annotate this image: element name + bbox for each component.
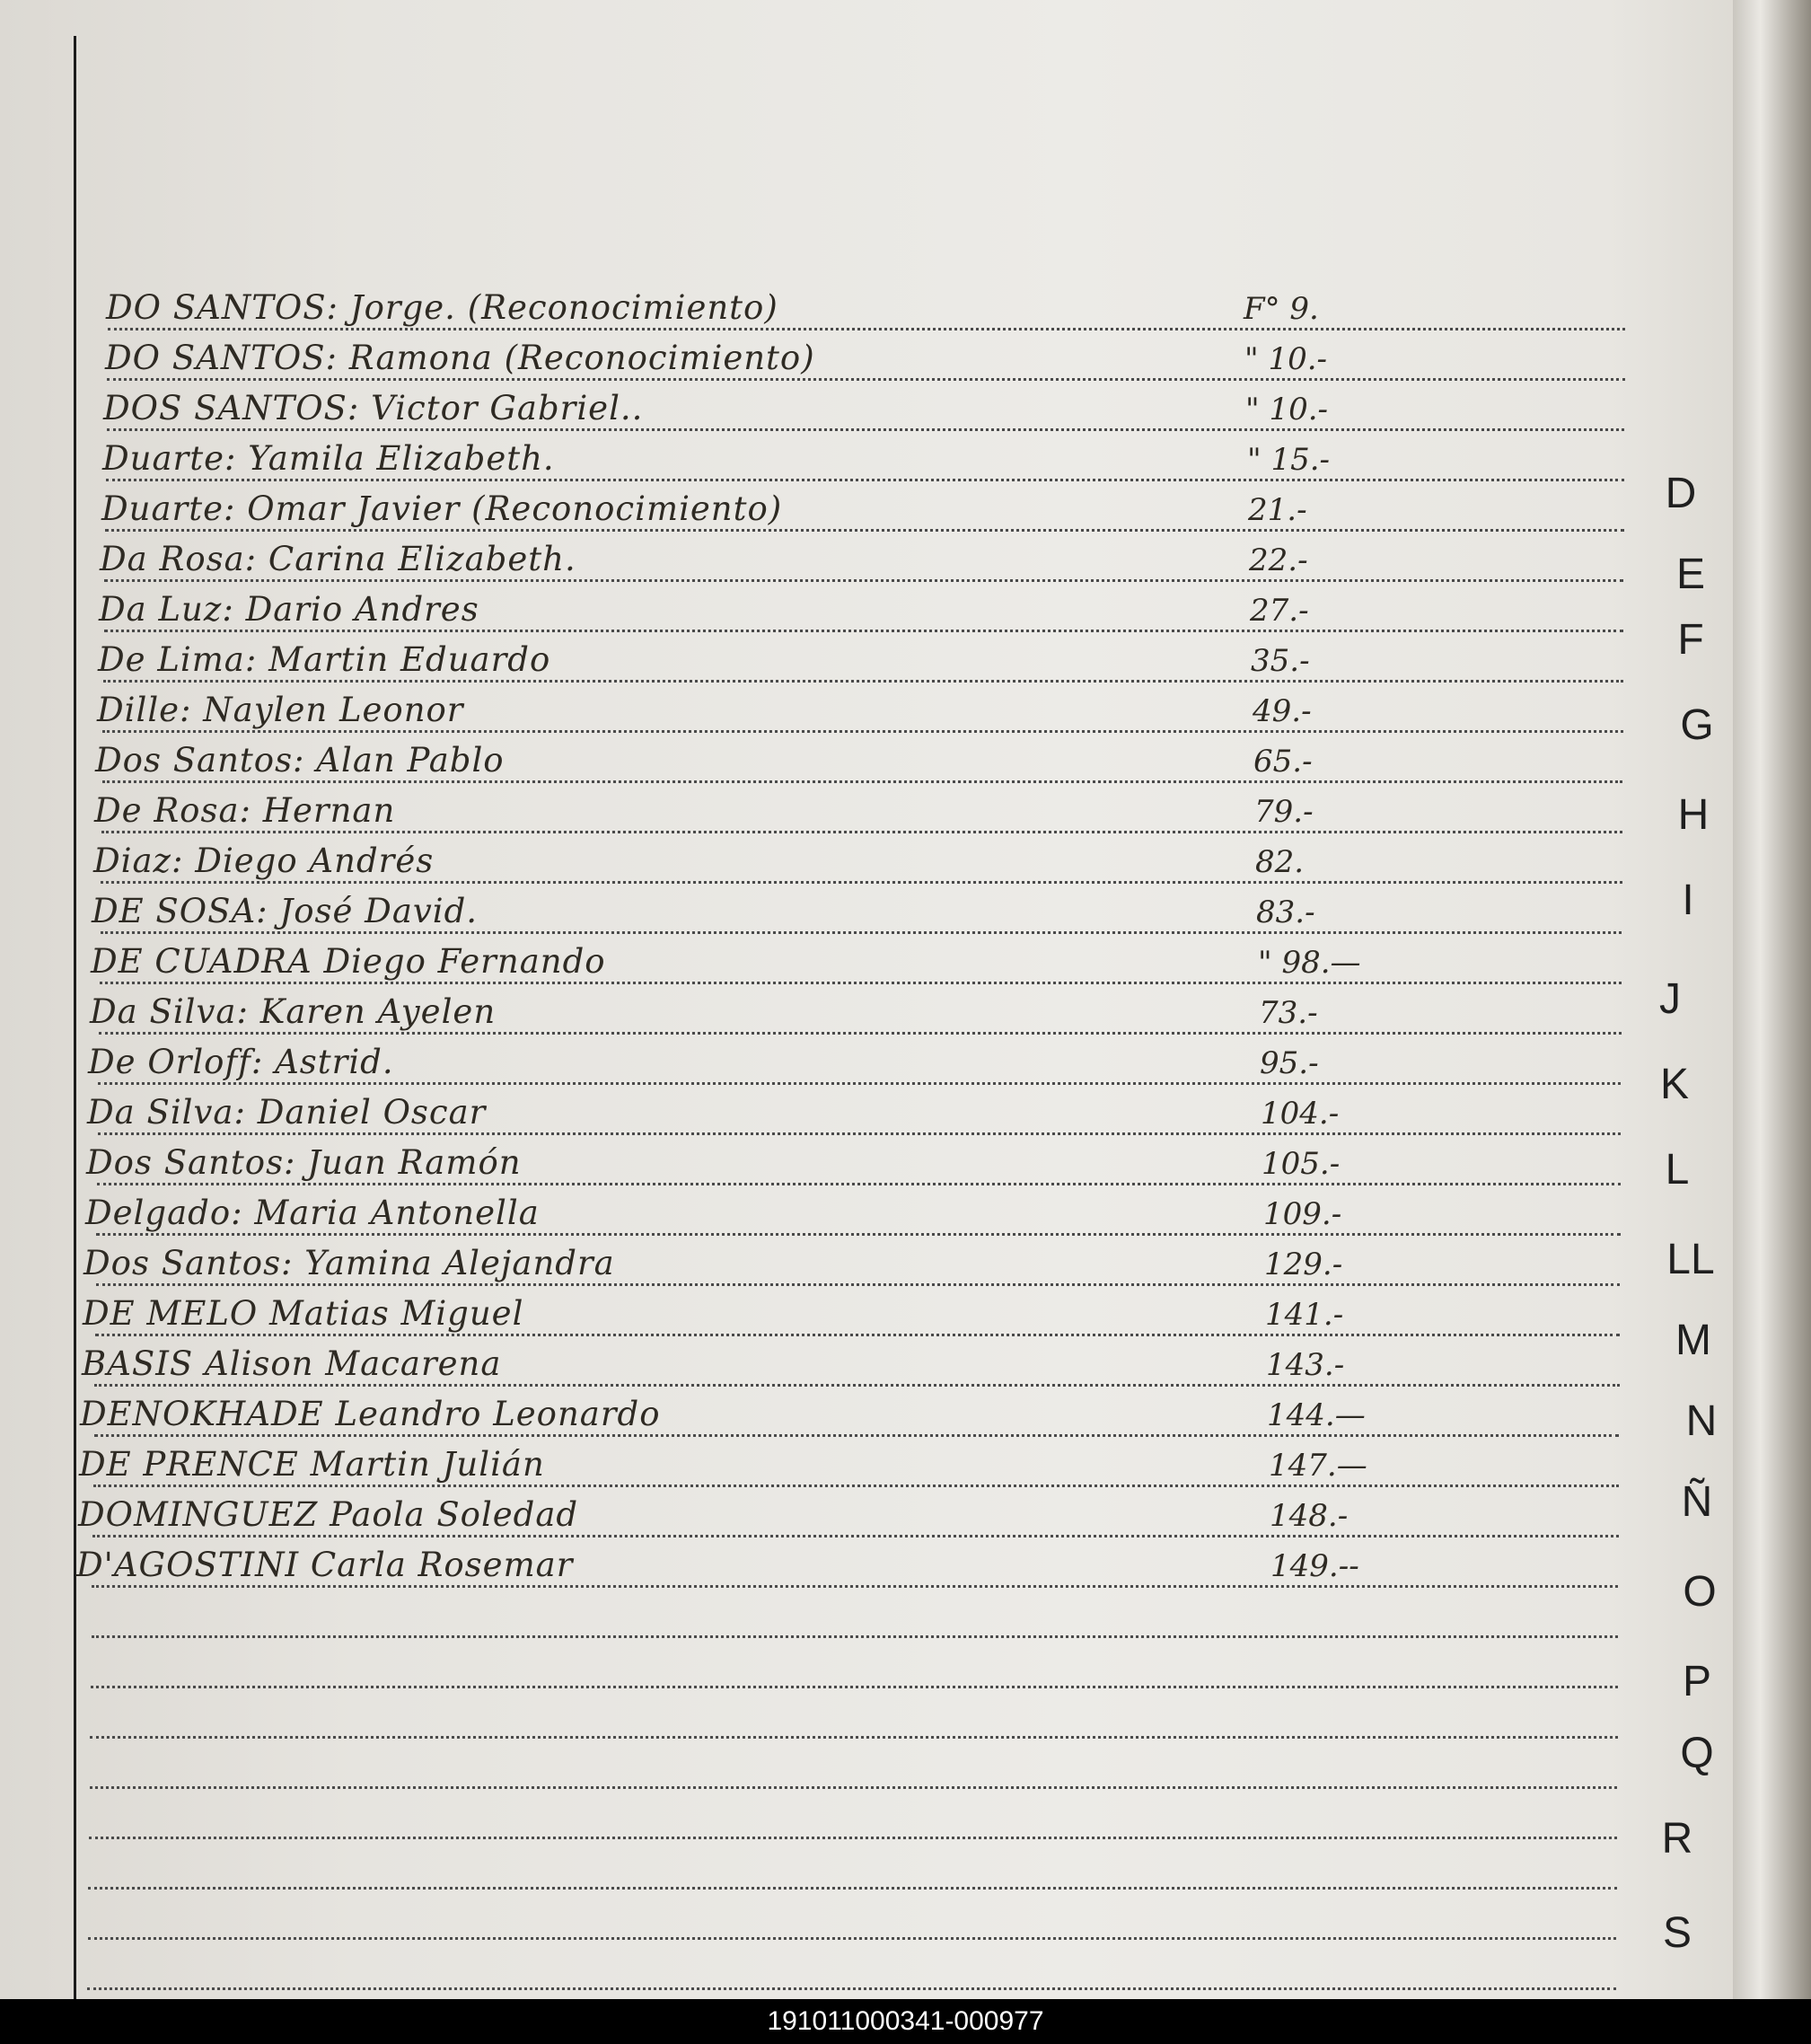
entry-name: DO SANTOS: Jorge. (Reconocimiento) [106, 288, 778, 327]
entry-folio: 35.- [1251, 643, 1310, 679]
entry-name: De Rosa: Hernan [94, 791, 396, 830]
index-tab-letter[interactable]: O [1683, 1568, 1717, 1616]
index-tab-letter[interactable]: F [1677, 616, 1704, 664]
entry-name: Da Rosa: Carina Elizabeth. [100, 540, 576, 578]
ledger-row [0, 733, 1643, 783]
entry-folio: 22.- [1249, 542, 1308, 578]
ledger-row [0, 1387, 1643, 1437]
index-tab-letter[interactable]: K [1659, 1061, 1689, 1108]
ledger-row [0, 1638, 1643, 1688]
ledger-row [0, 1487, 1643, 1537]
ledger-row [0, 1135, 1643, 1185]
ledger-row [0, 1085, 1643, 1135]
ledger-row [0, 1739, 1643, 1789]
entry-name: DE CUADRA Diego Fernando [91, 942, 606, 981]
entry-name: Da Luz: Dario Andres [99, 590, 479, 629]
ledger-row [0, 1236, 1643, 1286]
entry-name: DENOKHADE Leandro Leonardo [80, 1395, 661, 1433]
entry-folio: 129.- [1264, 1247, 1343, 1282]
entry-folio: " 98.— [1258, 945, 1361, 981]
entry-folio: 95.- [1260, 1045, 1319, 1081]
entry-name: Duarte: Omar Javier (Reconocimiento) [101, 489, 783, 528]
index-tab-letter[interactable]: LL [1666, 1236, 1715, 1283]
entry-folio: 82. [1255, 844, 1305, 880]
ledger-row [0, 431, 1643, 481]
ledger-row [0, 381, 1643, 431]
entry-folio: 79.- [1254, 794, 1314, 830]
entry-folio: 141.- [1265, 1297, 1344, 1333]
entry-folio: F° 9. [1244, 291, 1319, 327]
index-tab-letter[interactable]: N [1685, 1397, 1718, 1445]
entry-name: DO SANTOS: Ramona (Reconocimiento) [105, 339, 815, 377]
entry-name: Duarte: Yamila Elizabeth. [102, 439, 555, 478]
entry-name: DE SOSA: José David. [92, 892, 479, 930]
entry-name: Dos Santos: Juan Ramón [86, 1143, 522, 1182]
entry-name: DE MELO Matias Miguel [83, 1294, 524, 1333]
entry-folio: 83.- [1256, 894, 1315, 930]
entry-folio: " 10.- [1245, 392, 1329, 427]
entry-folio: 65.- [1253, 744, 1313, 780]
entry-name: Dos Santos: Yamina Alejandra [84, 1244, 615, 1282]
ledger-row [0, 934, 1643, 984]
index-tab-letter[interactable]: Ñ [1681, 1478, 1713, 1526]
ledger-row [0, 833, 1643, 884]
index-tab-letter[interactable]: J [1659, 975, 1681, 1023]
ledger-row [0, 1537, 1643, 1588]
entry-folio: 143.- [1266, 1347, 1345, 1383]
index-tab-letter[interactable]: E [1675, 551, 1705, 598]
entry-folio: 147.— [1269, 1448, 1367, 1484]
entry-name: De Lima: Martin Eduardo [98, 640, 551, 679]
entry-name: Delgado: Maria Antonella [85, 1194, 540, 1232]
dotted-rule [87, 1987, 1616, 1990]
entry-folio: 109.- [1263, 1196, 1342, 1232]
ledger-row [0, 984, 1643, 1035]
index-tab-letter[interactable]: P [1682, 1658, 1711, 1705]
entry-name: DE PRENCE Martin Julián [79, 1445, 545, 1484]
index-tab-letter[interactable]: L [1665, 1146, 1690, 1194]
ledger-row [0, 481, 1643, 532]
index-tab-letter[interactable]: R [1661, 1815, 1693, 1863]
ledger-row [0, 1890, 1643, 1940]
ledger-row [0, 783, 1643, 833]
index-tab-letter[interactable]: G [1680, 701, 1714, 749]
ledger-row [0, 582, 1643, 632]
entry-name: DOMINGUEZ Paola Soledad [78, 1495, 579, 1534]
ledger-row [0, 1588, 1643, 1638]
index-tab-letter[interactable]: H [1677, 791, 1710, 839]
ledger-row [0, 1688, 1643, 1739]
entry-name: BASIS Alison Macarena [82, 1344, 502, 1383]
entry-folio: 27.- [1250, 593, 1309, 629]
entry-folio: 21.- [1248, 492, 1307, 528]
ledger-row [0, 1035, 1643, 1085]
entry-name: DOS SANTOS: Victor Gabriel.. [103, 389, 644, 427]
entry-folio: " 15.- [1247, 442, 1331, 478]
index-tab-letter[interactable]: M [1675, 1317, 1711, 1364]
entry-name: De Orloff: Astrid. [88, 1043, 394, 1081]
entry-folio: 49.- [1253, 693, 1312, 729]
ledger-row [0, 1940, 1643, 1990]
ledger-row [0, 532, 1643, 582]
entry-name: Dos Santos: Alan Pablo [95, 741, 505, 780]
entry-folio: 73.- [1259, 995, 1318, 1031]
entry-name: Da Silva: Karen Ayelen [90, 992, 497, 1031]
entry-folio: 148.- [1270, 1498, 1349, 1534]
document-id: 191011000341-000977 [767, 2006, 1044, 2036]
ledger-row [0, 1286, 1643, 1336]
index-tab-letter[interactable]: D [1665, 470, 1697, 517]
entry-name: Diaz: Diego Andrés [93, 841, 435, 880]
entry-name: D'AGOSTINI Carla Rosemar [76, 1546, 574, 1584]
ledger-row [0, 1437, 1643, 1487]
ledger-row [0, 1336, 1643, 1387]
ledger-row [0, 330, 1643, 381]
scan-footer [0, 1999, 1811, 2044]
ledger-row [0, 1185, 1643, 1236]
ledger-row [0, 884, 1643, 934]
ledger-row [0, 683, 1643, 733]
ledger-row [0, 280, 1643, 330]
ledger-row [0, 632, 1643, 683]
index-tab-letter[interactable]: Q [1680, 1730, 1714, 1777]
entry-folio: 144.— [1267, 1397, 1366, 1433]
entry-folio: 149.-- [1270, 1548, 1359, 1584]
entry-folio: 105.- [1262, 1146, 1341, 1182]
entry-name: Dille: Naylen Leonor [97, 691, 464, 729]
entry-folio: 104.- [1261, 1096, 1340, 1132]
index-tab-letter[interactable]: I [1682, 877, 1694, 924]
entry-folio: " 10.- [1244, 341, 1328, 377]
entry-name: Da Silva: Daniel Oscar [87, 1093, 487, 1132]
ledger-row [0, 1789, 1643, 1839]
ledger-row [0, 1839, 1643, 1890]
index-tab-letter[interactable]: S [1662, 1909, 1692, 1957]
